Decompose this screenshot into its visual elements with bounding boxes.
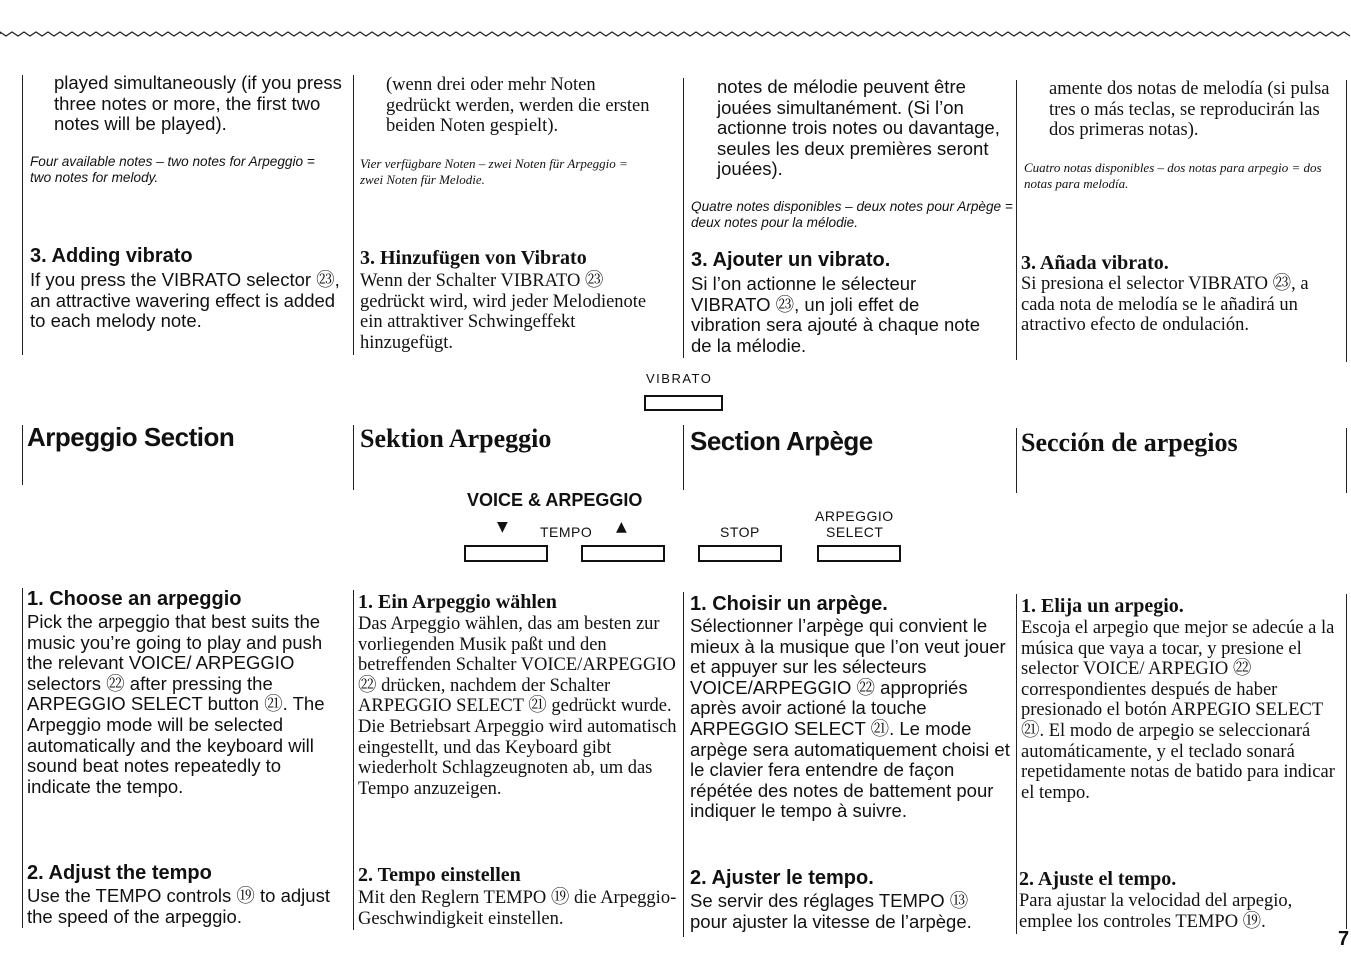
tempo-up-icon: ▲ [616,519,627,535]
column-divider [1016,594,1017,934]
vibrato-label: VIBRATO [646,371,713,386]
page-number: 7 [1338,928,1350,950]
tempo-down-button[interactable] [464,545,548,562]
column-divider [353,590,354,930]
fr-choose-heading: 1. Choisir un arpège. [690,593,888,615]
fr-tempo-heading: 2. Ajuster le tempo. [690,867,874,889]
de-choose-text: Das Arpeggio wählen, das am besten zur vorliegenden Musik paßt und den betreffenden Schalter VOICE/ARPEGGIO ㉒ drücken, nachdem der Schalter ARPEGGIO SELECT ㉑ gedrückt wurde. Die Betriebsart Arpeggio wird automatisch eingestellt, und das Keyboard gibt wiederholt Schlagzeugnoten ab, um das Tempo anzuzeigen. [358,614,677,799]
voice-arpeggio-label: VOICE & ARPEGGIO [467,490,643,510]
de-continued-text: (wenn drei oder mehr Noten gedrückt werden, werden die ersten beiden Noten gespielt). [386,75,650,137]
de-note: Vier verfügbare Noten – zwei Noten für Arpeggio = zwei Noten für Melodie. [360,156,628,187]
column-divider [1016,80,1017,360]
column-divider [683,425,684,490]
fr-vibrato-heading: 3. Ajouter un vibrato. [691,249,891,271]
en-choose-heading: 1. Choose an arpeggio [27,588,242,610]
stop-label: STOP [720,524,760,540]
de-tempo-heading: 2. Tempo einstellen [358,864,521,886]
tempo-label: TEMPO [540,524,593,540]
arpeggio-select-label: SELECT [826,524,884,540]
de-choose-heading: 1. Ein Arpeggio wählen [358,591,557,613]
en-tempo-heading: 2. Adjust the tempo [27,862,212,884]
de-tempo-text: Mit den Reglern TEMPO ⑲ die Arpeggio-Geschwindigkeit einstellen. [358,888,677,929]
en-tempo-text: Use the TEMPO controls ⑲ to adjust the speed of the arpeggio. [27,885,330,927]
en-note: Four available notes – two notes for Arpeggio = two notes for melody. [30,154,315,185]
arpeggio-select-button[interactable] [817,545,901,562]
column-divider [353,425,354,490]
stop-button[interactable] [698,545,782,562]
column-divider [22,425,23,485]
column-divider [22,75,23,355]
fr-choose-text: Sélectionner l’arpège qui convient le mieux à la musique que l’on veut jouer et appuyer sur les sélecteurs VOICE/ARPEGGIO ㉒ appropriés après avoir actioné la touche ARPEGGIO SELECT ㉑. Le mode arpège sera automatiquement choisi et le clavier fera entendre de façon répétée des notes de battement pour indiquer le tempo à suivre. [690,615,1010,822]
en-vibrato-heading: 3. Adding vibrato [30,245,193,267]
vibrato-button[interactable] [644,395,723,411]
column-divider [1346,594,1347,929]
es-vibrato-text: Si presiona el selector VIBRATO ㉓, a cada nota de melodía se le añadirá un atractivo efecto de ondulación. [1021,274,1309,336]
de-section-title: Sektion Arpeggio [360,424,552,453]
wavy-top-rule [0,28,1351,40]
fr-note: Quatre notes disponibles – deux notes pour Arpège = deux notes pour la mélodie. [691,199,1013,230]
column-divider [353,75,354,355]
column-divider [683,78,684,358]
es-tempo-text: Para ajustar la velocidad del arpegio, emplee los controles TEMPO ⑲. [1019,891,1293,932]
es-note: Cuatro notas disponibles – dos notas para arpegio = dos notas para melodía. [1024,160,1322,191]
column-divider [1346,80,1347,362]
es-vibrato-heading: 3. Añada vibrato. [1021,252,1169,274]
fr-continued-text: notes de mélodie peuvent être jouées simultanément. (Si l’on actionne trois notes ou davantage, seules les deux premières seront jouées). [717,76,1000,180]
fr-tempo-text: Se servir des réglages TEMPO ⑬ pour ajuster la vitesse de l’arpège. [690,890,972,932]
tempo-down-icon: ▼ [497,519,508,535]
column-divider [1016,428,1017,493]
arpeggio-select-label: ARPEGGIO [815,508,894,524]
de-vibrato-text: Wenn der Schalter VIBRATO ㉓ gedrückt wird, wird jeder Melodienote ein attraktiver Schwingeffekt hinzugefügt. [360,271,647,353]
de-vibrato-heading: 3. Hinzufügen von Vibrato [360,247,587,269]
es-section-title: Sección de arpegios [1021,428,1238,457]
es-tempo-heading: 2. Ajuste el tempo. [1019,868,1177,890]
es-continued-text: amente dos notas de melodía (si pulsa tres o más teclas, se reproducirán las dos primeras notas). [1049,79,1330,141]
fr-vibrato-text: Si l’on actionne le sélecteur VIBRATO ㉓, un joli effet de vibration sera ajouté à chaque note de la mélodie. [691,273,981,356]
es-choose-heading: 1. Elija un arpegio. [1021,595,1184,617]
column-divider [1346,428,1347,493]
fr-section-title: Section Arpège [690,426,873,456]
column-divider [683,592,684,937]
en-vibrato-text: If you press the VIBRATO selector ㉓, an attractive wavering effect is added to each melody note. [30,269,340,332]
es-choose-text: Escoja el arpegio que mejor se adecúe a la música que vaya a tocar, y presione el selector VOICE/ ARPEGIO ㉒ correspondientes después de haber presionado el botón ARPEGIO SELECT ㉑. El modo de arpegio se seleccionará automáticamente, y el teclado sonará repetidamente notas de batido para indicar el tempo. [1021,618,1335,803]
en-section-title: Arpeggio Section [27,422,235,452]
en-choose-text: Pick the arpeggio that best suits the music you’re going to play and push the relevant VOICE/ ARPEGGIO selectors ㉒ after pressing the ARPEGGIO SELECT button ㉑. The Arpeggio mode will be selected automatically and the keyboard will sound beat notes repeatedly to indicate the tempo. [27,611,325,797]
column-divider [22,588,23,928]
en-continued-text: played simultaneously (if you press three notes or more, the first two notes will be played). [54,72,342,135]
tempo-up-button[interactable] [581,545,665,562]
